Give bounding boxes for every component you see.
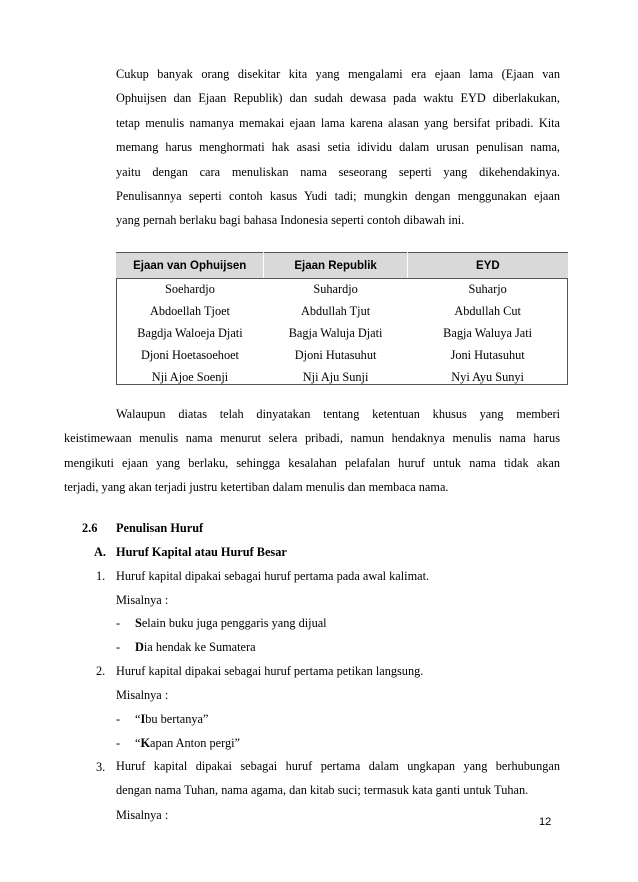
section-title: Penulisan Huruf (116, 521, 204, 535)
example-rest: elain buku juga penggaris yang dijual (141, 616, 327, 630)
spelling-comparison-table (116, 252, 568, 388)
table-header-row (116, 253, 568, 279)
closing-paragraph (64, 402, 560, 500)
example-dash: - (116, 640, 121, 654)
rule-number: 3. (96, 760, 106, 774)
example-rest: ia hendak ke Sumatera (143, 640, 256, 654)
table-row (116, 323, 568, 345)
table-cell: Bagja Waluja Djati (288, 325, 383, 340)
paragraph-line: Cukup banyak orang disekitar kita yang mengalami era ejaan lama (Ejaan van (116, 67, 560, 81)
example-text (135, 616, 327, 631)
table-cell: Nji Aju Sunji (302, 369, 369, 384)
column-header-eyd: EYD (407, 253, 568, 279)
table-cell: Bagja Waluya Jati (443, 325, 533, 340)
column-header-van-ophuijsen: Ejaan van Ophuijsen (116, 253, 264, 279)
example-quote: “ (135, 736, 141, 750)
example-capital: I (140, 712, 146, 726)
example-rest: bu bertanya” (145, 712, 209, 726)
table-cell: Bagdja Waloeja Djati (137, 325, 243, 340)
page-number: 12 (539, 816, 552, 828)
subsection-letter: A. (94, 545, 106, 559)
example-text (135, 712, 208, 727)
rule-line: dengan nama Tuhan, nama agama, dan kitab suci; termasuk kata ganti untuk Tuhan. (116, 783, 529, 798)
paragraph-line: yang pernah berlaku bagi bahasa Indonesia seperti contoh dibawah ini. (116, 213, 465, 228)
example-text (135, 736, 240, 751)
paragraph-line: yaitu dengan cara menuliskan nama seseorang seperti yang dikehendakinya. (116, 164, 560, 179)
table-cell: Suharjo (468, 282, 507, 297)
example-capital: K (140, 736, 151, 750)
table-cell: Djoni Hutasuhut (294, 347, 377, 362)
intro-paragraph (116, 62, 560, 233)
table-cell: Joni Hutasuhut (450, 347, 525, 362)
paragraph-line: Walaupun diatas telah dinyatakan tentang ketentuan khusus yang memberi (116, 407, 560, 421)
example-quote: “ (135, 712, 141, 726)
example-label: Misalnya : (116, 593, 169, 607)
rule-line: Huruf kapital dipakai sebagai huruf pertama dalam ungkapan yang berhubungan (116, 759, 560, 773)
rule-number: 2. (96, 664, 106, 678)
example-dash: - (116, 616, 121, 630)
rule-text: Huruf kapital dipakai sebagai huruf pertama pada awal kalimat. (116, 569, 430, 583)
example-dash: - (116, 736, 121, 750)
table-cell: Nji Ajoe Soenji (151, 369, 229, 384)
table-row (116, 301, 568, 323)
example-dash: - (116, 712, 121, 726)
table-cell: Abdullah Tjut (301, 304, 371, 319)
column-header-republik: Ejaan Republik (264, 253, 407, 279)
rule-number: 1. (96, 569, 106, 583)
example-capital: S (135, 616, 142, 630)
rule-text (116, 754, 560, 803)
table-cell: Abdoellah Tjoet (149, 304, 230, 319)
rule-text: Huruf kapital dipakai sebagai huruf pertama petikan langsung. (116, 664, 424, 678)
table-cell: Djoni Hoetasoehoet (140, 347, 239, 362)
table-row (116, 279, 568, 301)
paragraph-line: terjadi, yang akan terjadi justru ketertiban dalam menulis dan membaca nama. (64, 480, 449, 495)
example-rest: apan Anton pergi” (150, 736, 240, 750)
table-cell: Suhardjo (313, 282, 358, 297)
example-text (135, 640, 256, 655)
table-row (116, 366, 568, 388)
paragraph-line: memang harus menghormati hak asasi setia idividu dalam urusan penulisan nama, (116, 140, 560, 155)
paragraph-line: Ophuijsen dan Ejaan Republik) dan sudah dewasa pada waktu EYD diberlakukan, (116, 91, 560, 106)
example-label: Misalnya : (116, 688, 169, 702)
paragraph-line: tetap menulis namanya memakai ejaan lama karena alasan yang bersifat pribadi. Kita (116, 115, 560, 130)
table-cell: Nyi Ayu Sunyi (451, 369, 524, 384)
paragraph-line: mengikuti ejaan yang berlaku, sehingga kesalahan pelafalan huruf untuk nama tidak akan (64, 455, 560, 470)
example-label: Misalnya : (116, 808, 169, 822)
paragraph-line: keistimewaan menulis nama menurut selera pribadi, namun hendaknya menulis nama harus (64, 431, 560, 446)
example-capital: D (135, 640, 144, 654)
table-cell: Abdullah Cut (454, 304, 521, 319)
table-row (116, 344, 568, 366)
table-cell: Soehardjo (165, 282, 215, 297)
paragraph-line: Penulisannya seperti contoh kasus Yudi tadi; mungkin dengan menggunakan ejaan (116, 189, 560, 204)
section-number: 2.6 (82, 521, 98, 535)
subsection-title: Huruf Kapital atau Huruf Besar (116, 545, 287, 559)
